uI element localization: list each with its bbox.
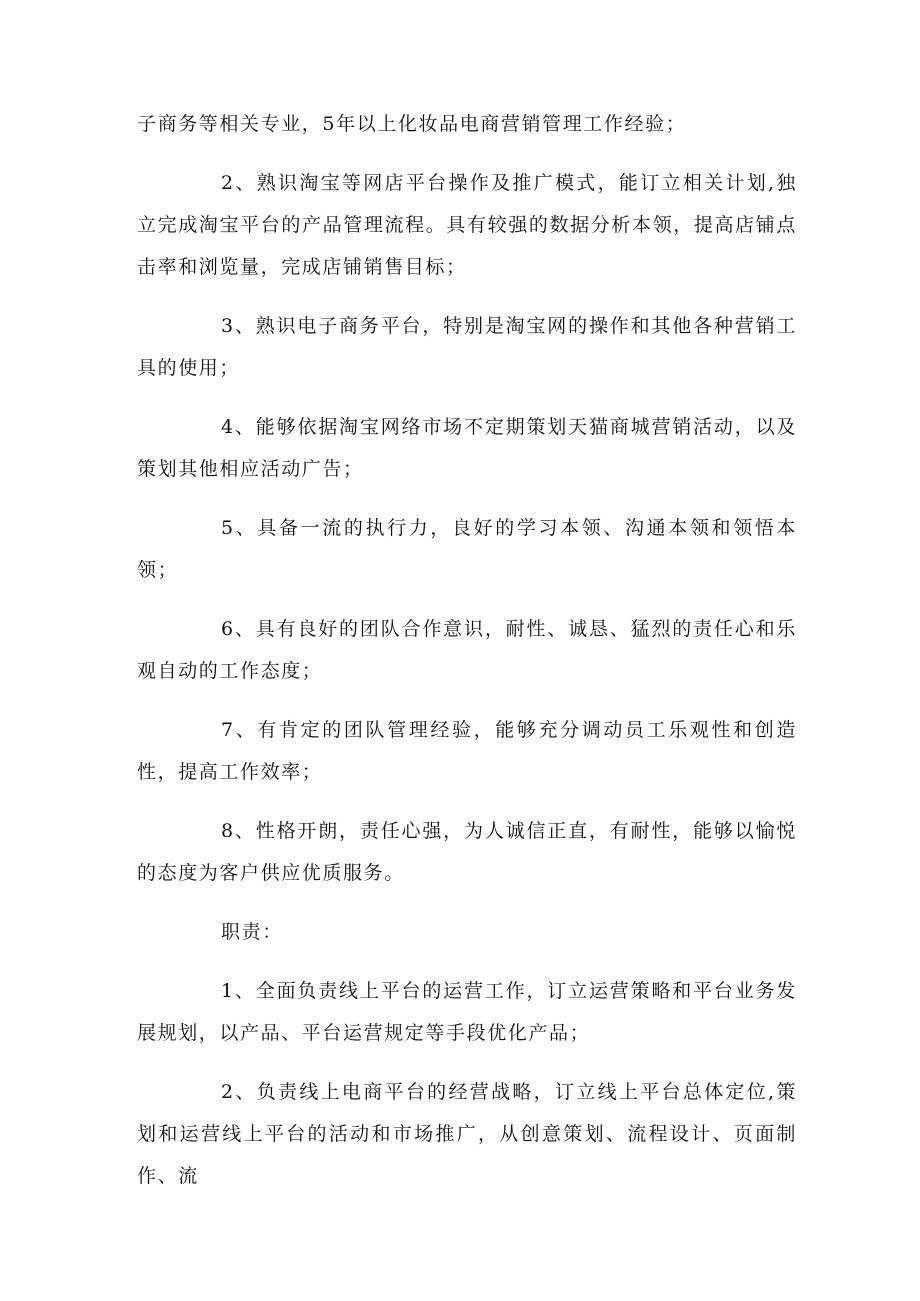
paragraph-education-continued: 子商务等相关专业，5年以上化妆品电商营销管理工作经验； <box>137 113 687 135</box>
document-body <box>137 103 797 1197</box>
paragraph-requirement-2: 2、熟识淘宝等网店平台操作及推广模式，能订立相关计划,独立完成淘宝平台的产品管理流程。具有较强的数据分析本领，提高店铺点击率和浏览量，完成店铺销售目标； <box>137 172 797 278</box>
paragraph-duty-1: 1、全面负责线上平台的运营工作，订立运营策略和平台业务发展规划，以产品、平台运营规定等手段优化产品； <box>137 980 797 1044</box>
paragraph-requirement-8: 8、性格开朗，责任心强，为人诚信正直，有耐性，能够以愉悦的态度为客户供应优质服务。 <box>137 820 797 884</box>
paragraph-requirement-6: 6、具有良好的团队合作意识，耐性、诚恳、猛烈的责任心和乐观自动的工作态度； <box>137 618 797 682</box>
paragraph-requirement-4: 4、能够依据淘宝网络市场不定期策划天猫商城营销活动，以及策划其他相应活动广告； <box>137 416 797 480</box>
section-heading-duties: 职责： <box>221 921 283 943</box>
paragraph-duty-2: 2、负责线上电商平台的经营战略，订立线上平台总体定位,策划和运营线上平台的活动和市场推广，从创意策划、流程设计、页面制作、流 <box>137 1081 797 1187</box>
paragraph-requirement-7: 7、有肯定的团队管理经验，能够充分调动员工乐观性和创造性，提高工作效率； <box>137 719 797 783</box>
paragraph-requirement-3: 3、熟识电子商务平台，特别是淘宝网的操作和其他各种营销工具的使用； <box>137 315 797 379</box>
paragraph-requirement-5: 5、具备一流的执行力，良好的学习本领、沟通本领和领悟本领； <box>137 517 797 581</box>
